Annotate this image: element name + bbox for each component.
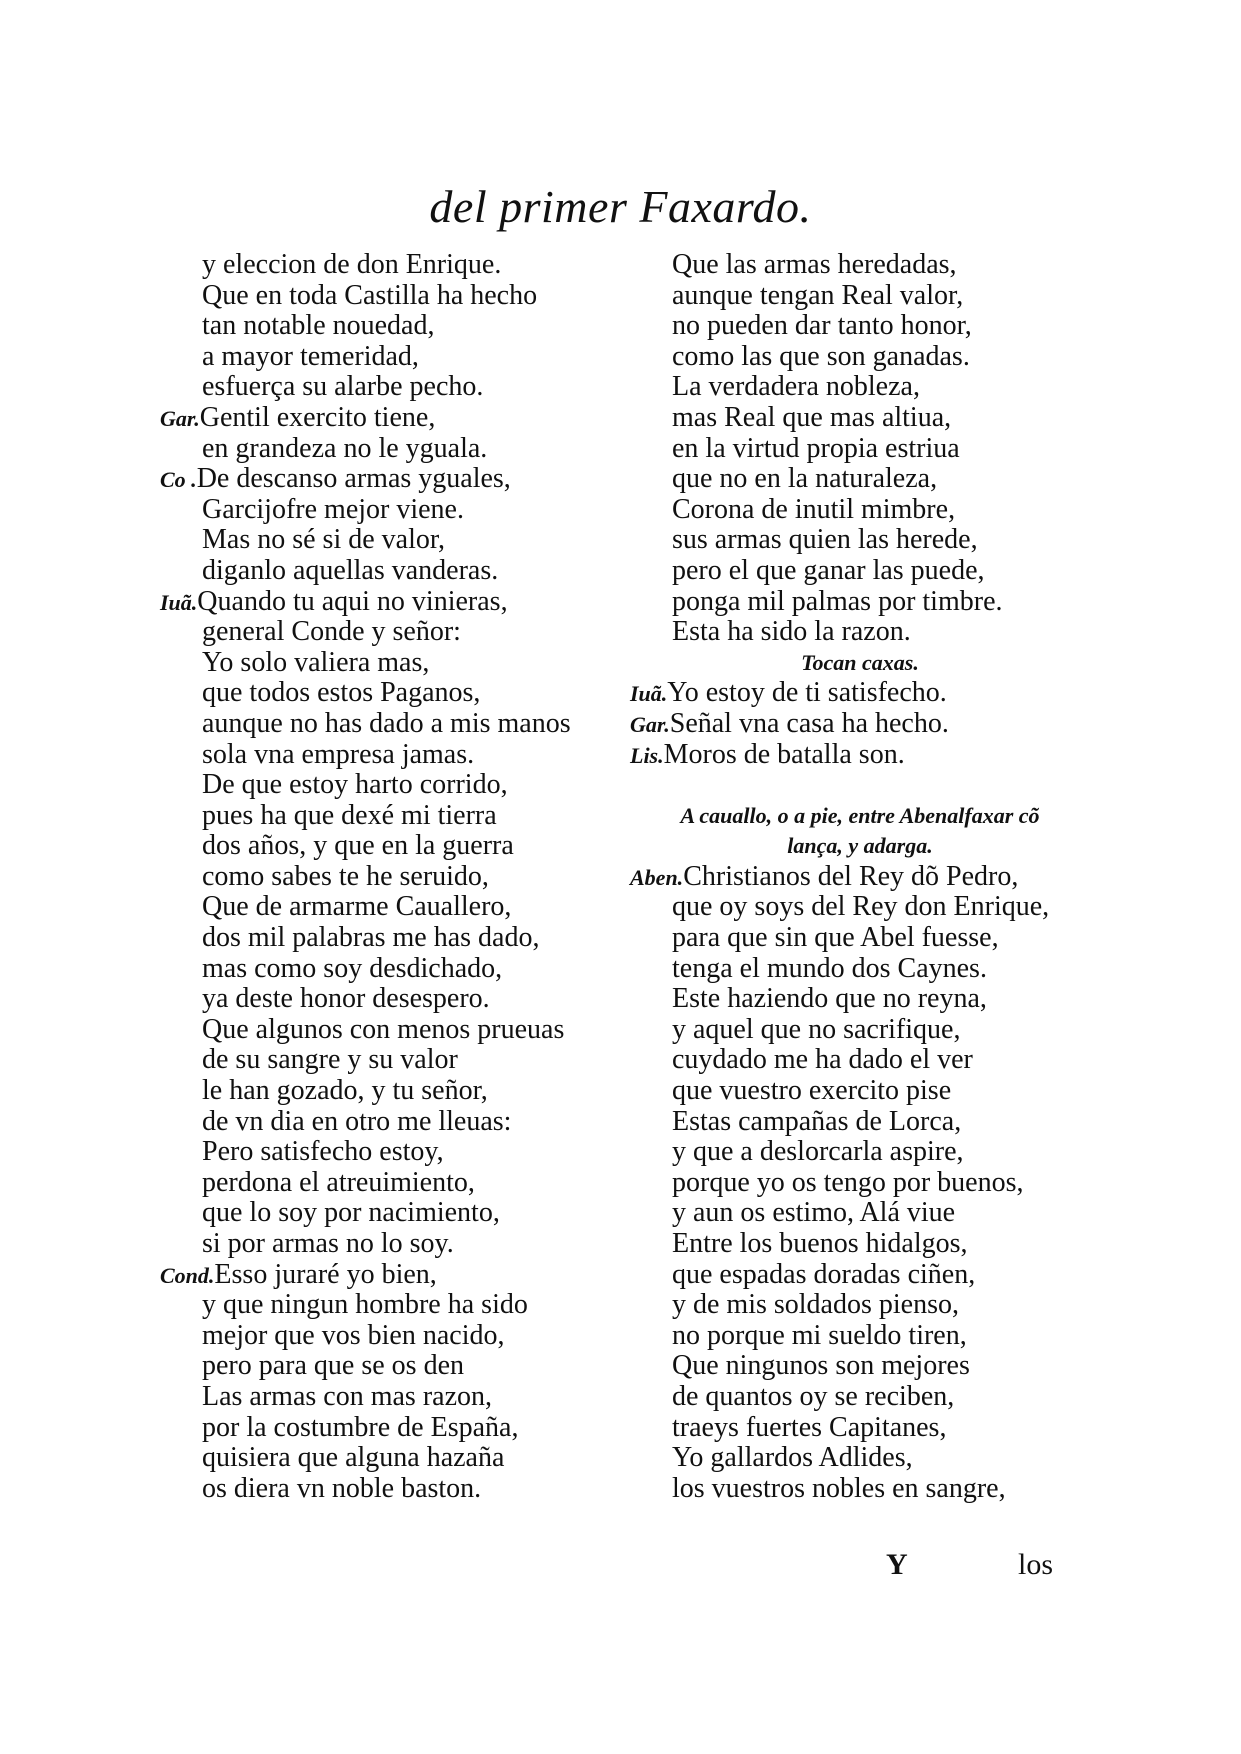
- verse-text: De descanso armas yguales,: [196, 463, 511, 495]
- verse-line: [160, 831, 630, 862]
- verse-line: [160, 434, 630, 465]
- verse-text: pero el que ganar las puede,: [672, 554, 985, 586]
- verse-line: [630, 1321, 1090, 1352]
- verse-line: [160, 1290, 630, 1321]
- stage-direction: Tocan caxas.: [801, 649, 919, 675]
- verse-text: pues ha que dexé mi tierra: [202, 799, 497, 831]
- verse-line: [630, 1260, 1090, 1291]
- verse-text: como las que son ganadas.: [672, 340, 970, 372]
- verse-text: a mayor temeridad,: [202, 340, 419, 372]
- catchword: los: [1018, 1548, 1054, 1581]
- verse-text: de quantos oy se reciben,: [672, 1380, 955, 1412]
- verse-text: Moros de batalla son.: [663, 738, 905, 770]
- verse-line: [160, 1474, 630, 1505]
- verse-line: [160, 801, 630, 832]
- verse-line: [160, 403, 630, 434]
- verse-line: [630, 556, 1090, 587]
- verse-line: [160, 250, 630, 281]
- speaker-label: Aben.: [630, 864, 684, 890]
- verse-text: quisiera que alguna hazaña: [202, 1442, 505, 1474]
- verse-text: dos mil palabras me has dado,: [202, 922, 540, 954]
- verse-line: [160, 1168, 630, 1199]
- verse-text: Que las armas heredadas,: [672, 249, 957, 280]
- verse-line: [160, 311, 630, 342]
- verse-text: de su sangre y su valor: [202, 1044, 458, 1076]
- verse-line: [630, 678, 1090, 709]
- verse-line: [160, 709, 630, 740]
- verse-text: cuydado me ha dado el ver: [672, 1044, 973, 1076]
- verse-text: y aun os estimo, Alá viue: [672, 1197, 956, 1229]
- verse-line: [160, 525, 630, 556]
- verse-line: [160, 770, 630, 801]
- verse-line: [630, 1015, 1090, 1046]
- verse-line: [630, 1474, 1090, 1505]
- verse-line: [630, 740, 1090, 771]
- verse-text: Christianos del Rey dõ Pedro,: [683, 860, 1019, 892]
- verse-text: por la costumbre de España,: [202, 1411, 519, 1443]
- stage-direction: A cauallo, o a pie, entre Abenalfaxar cõ: [680, 802, 1040, 828]
- verse-text: Esta ha sido la razon.: [672, 616, 911, 648]
- verse-text: Yo estoy de ti satisfecho.: [667, 677, 947, 709]
- verse-line: [630, 403, 1090, 434]
- speaker-label: Co .: [160, 467, 197, 493]
- verse-text: y que ningun hombre ha sido: [202, 1289, 528, 1321]
- verse-text: y eleccion de don Enrique.: [202, 249, 502, 280]
- verse-text: que todos estos Paganos,: [202, 677, 481, 709]
- verse-text: Las armas con mas razon,: [202, 1380, 492, 1412]
- verse-line: [630, 1198, 1090, 1229]
- verse-line: [160, 495, 630, 526]
- verse-line: [160, 1137, 630, 1168]
- verse-line: [630, 1413, 1090, 1444]
- verse-line: [160, 1351, 630, 1382]
- verse-line: [160, 1260, 630, 1291]
- verse-line: [160, 1382, 630, 1413]
- verse-text: como sabes te he seruido,: [202, 860, 489, 892]
- verse-text: sus armas quien las herede,: [672, 524, 978, 556]
- verse-text: y aquel que no sacrifique,: [672, 1013, 961, 1045]
- verse-text: sola vna empresa jamas.: [202, 738, 475, 770]
- verse-text: que espadas doradas ciñen,: [672, 1258, 976, 1290]
- speaker-label: Iuã.: [160, 589, 198, 615]
- verse-line: [630, 587, 1090, 618]
- verse-text: en grandeza no le yguala.: [202, 432, 488, 464]
- verse-text: diganlo aquellas vanderas.: [202, 554, 499, 586]
- verse-line: [630, 311, 1090, 342]
- verse-text: ya deste honor desespero.: [202, 983, 490, 1015]
- verse-text: Entre los buenos hidalgos,: [672, 1228, 968, 1259]
- stage-direction: lança, y adarga.: [787, 833, 933, 859]
- verse-line: [630, 709, 1090, 740]
- verse-text: esfuerça su alarbe pecho.: [202, 371, 484, 403]
- verse-text: aunque no has dado a mis manos: [202, 707, 571, 739]
- verse-text: traeys fuertes Capitanes,: [672, 1411, 947, 1443]
- verse-text: para que sin que Abel fuesse,: [672, 922, 999, 954]
- verse-text: os diera vn noble baston.: [202, 1472, 482, 1504]
- verse-text: porque yo os tengo por buenos,: [672, 1166, 1024, 1198]
- speaker-label: Gar.: [160, 405, 200, 431]
- verse-line: [160, 464, 630, 495]
- verse-text: Que algunos con menos prueuas: [202, 1013, 565, 1045]
- verse-line: [630, 1168, 1090, 1199]
- verse-text: aunque tengan Real valor,: [672, 279, 964, 311]
- verse-line: [160, 1015, 630, 1046]
- verse-text: Que en toda Castilla ha hecho: [202, 279, 538, 311]
- verse-text: que vuestro exercito pise: [672, 1075, 952, 1107]
- verse-line: [160, 1321, 630, 1352]
- verse-line: [160, 556, 630, 587]
- verse-text: Yo gallardos Adlides,: [672, 1442, 913, 1474]
- verse-line: [160, 617, 630, 648]
- verse-text: Señal vna casa ha hecho.: [669, 707, 949, 739]
- verse-line: [160, 678, 630, 709]
- verse-text: ponga mil palmas por timbre.: [672, 585, 1003, 617]
- verse-text: los vuestros nobles en sangre,: [672, 1472, 1006, 1504]
- verse-text: general Conde y señor:: [202, 616, 461, 648]
- verse-text: Mas no sé si de valor,: [202, 524, 446, 556]
- verse-text: La verdadera nobleza,: [672, 371, 920, 403]
- verse-line: [630, 250, 1090, 281]
- verse-line: [160, 342, 630, 373]
- verse-line: [630, 954, 1090, 985]
- verse-text: tan notable nouedad,: [202, 310, 435, 342]
- verse-text: Quando tu aqui no vinieras,: [197, 585, 508, 617]
- verse-text: pero para que se os den: [202, 1350, 465, 1382]
- verse-text: perdona el atreuimiento,: [202, 1166, 475, 1198]
- verse-line: [630, 1229, 1090, 1260]
- speaker-label: Iuã.: [630, 681, 668, 707]
- verse-line: [630, 1076, 1090, 1107]
- verse-line: [160, 648, 630, 679]
- speaker-label: Gar.: [630, 711, 670, 737]
- verse-line: [630, 1351, 1090, 1382]
- verse-text: no pueden dar tanto honor,: [672, 310, 972, 342]
- verse-text: Que ningunos son mejores: [672, 1350, 970, 1382]
- verse-text: mas como soy desdichado,: [202, 952, 503, 984]
- left-column: [160, 250, 630, 1504]
- verse-line: [630, 281, 1090, 312]
- verse-line: [630, 862, 1090, 893]
- verse-line: [160, 1413, 630, 1444]
- verse-line: [160, 1198, 630, 1229]
- verse-line: [160, 587, 630, 618]
- verse-text: y de mis soldados pienso,: [672, 1289, 959, 1321]
- verse-text: que lo soy por nacimiento,: [202, 1197, 500, 1229]
- verse-line: [630, 892, 1090, 923]
- verse-line: [160, 954, 630, 985]
- verse-text: Que de armarme Cauallero,: [202, 891, 512, 923]
- verse-text: Corona de inutil mimbre,: [672, 493, 956, 525]
- verse-text: mejor que vos bien nacido,: [202, 1319, 505, 1351]
- verse-line: [160, 372, 630, 403]
- speaker-label: Cond.: [160, 1262, 215, 1288]
- verse-line: [160, 1045, 630, 1076]
- verse-line: [630, 464, 1090, 495]
- verse-text: que no en la naturaleza,: [672, 463, 938, 495]
- verse-text: dos años, y que en la guerra: [202, 830, 514, 862]
- verse-text: Esso juraré yo bien,: [214, 1258, 437, 1290]
- verse-line: [160, 1229, 630, 1260]
- speaker-label: Lis.: [630, 742, 664, 768]
- verse-line: [160, 892, 630, 923]
- verse-line: [630, 1443, 1090, 1474]
- verse-line: [630, 1107, 1090, 1138]
- verse-text: y que a deslorcarla aspire,: [672, 1136, 964, 1168]
- verse-line: [160, 740, 630, 771]
- verse-text: no porque mi sueldo tiren,: [672, 1319, 967, 1351]
- verse-line: [630, 923, 1090, 954]
- verse-text: de vn dia en otro me lleuas:: [202, 1105, 512, 1137]
- verse-line: [160, 1107, 630, 1138]
- verse-text: Yo solo valiera mas,: [202, 646, 430, 678]
- verse-line: [160, 984, 630, 1015]
- verse-text: De que estoy harto corrido,: [202, 769, 508, 801]
- verse-text: Garcijofre mejor viene.: [202, 493, 464, 525]
- verse-text: Este haziendo que no reyna,: [672, 983, 987, 1015]
- verse-text: Gentil exercito tiene,: [199, 401, 436, 433]
- page-header: del primer Faxardo.: [429, 181, 812, 232]
- verse-text: Pero satisfecho estoy,: [202, 1136, 444, 1168]
- verse-line: [630, 984, 1090, 1015]
- verse-line: [630, 1137, 1090, 1168]
- verse-line: [630, 617, 1090, 648]
- catchword-row: [0, 1548, 1241, 1588]
- verse-line: [160, 862, 630, 893]
- verse-text: en la virtud propia estriua: [672, 432, 960, 464]
- verse-line: [630, 372, 1090, 403]
- verse-text: que oy soys del Rey don Enrique,: [672, 891, 1050, 923]
- verse-line: [630, 495, 1090, 526]
- signature-mark: Y: [886, 1548, 908, 1581]
- blank-line: [630, 770, 1090, 801]
- verse-text: Estas campañas de Lorca,: [672, 1105, 962, 1137]
- verse-line: [630, 1290, 1090, 1321]
- verse-text: mas Real que mas altiua,: [672, 401, 952, 433]
- verse-line: [630, 525, 1090, 556]
- verse-line: [160, 1443, 630, 1474]
- verse-line: [630, 342, 1090, 373]
- verse-line: [160, 1076, 630, 1107]
- verse-line: [160, 923, 630, 954]
- verse-line: [630, 1045, 1090, 1076]
- verse-text: si por armas no lo soy.: [202, 1228, 454, 1259]
- verse-line: [160, 281, 630, 312]
- verse-line: [630, 1382, 1090, 1413]
- right-column: [630, 250, 1090, 1504]
- verse-text: tenga el mundo dos Caynes.: [672, 952, 987, 984]
- verse-line: [630, 434, 1090, 465]
- verse-text: le han gozado, y tu señor,: [202, 1075, 488, 1107]
